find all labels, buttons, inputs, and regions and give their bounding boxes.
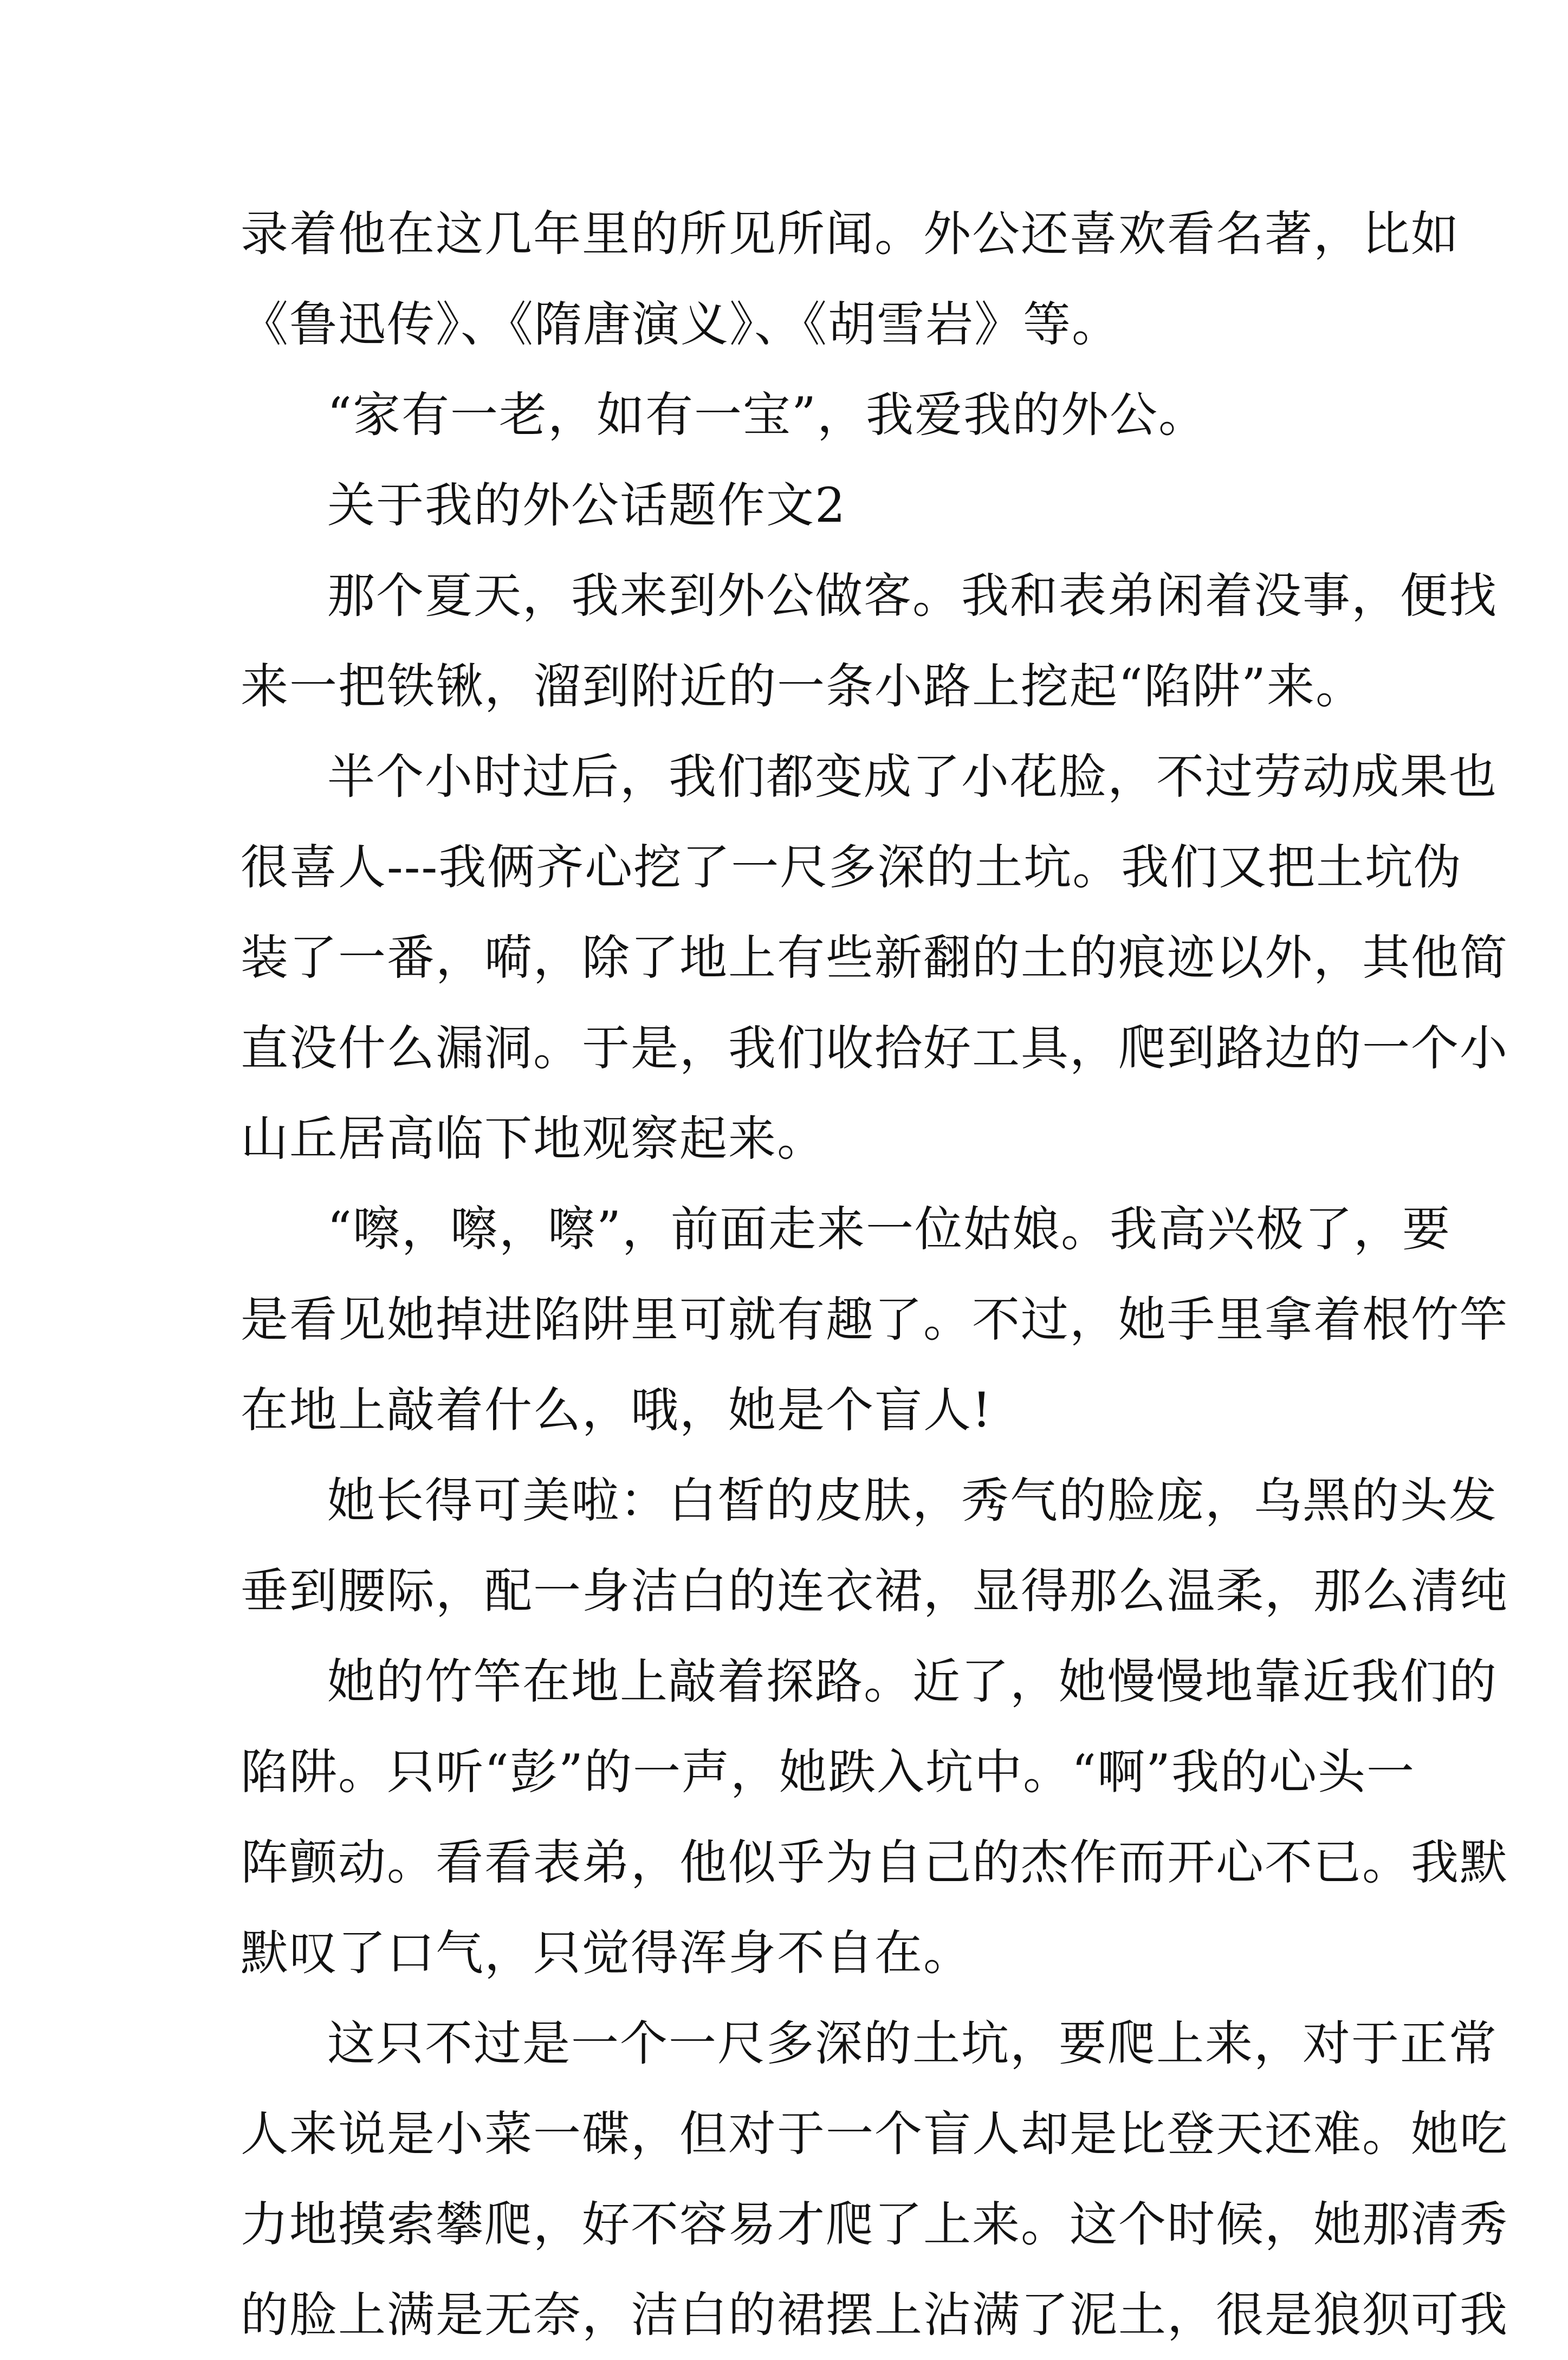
text-line: 《鲁迅传》、《隋唐演义》、《胡雪岩》等。 [241, 296, 1121, 352]
text-line: 很喜人---我俩齐心挖了一尺多深的土坑。我们又把土坑伪 [241, 839, 1463, 895]
text-line: 的脸上满是无奈，洁白的裙摆上沾满了泥土，很是狼狈可我 [241, 2287, 1509, 2343]
text-line: 垂到腰际，配一身洁白的连衣裙，显得那么温柔，那么清纯 [241, 1563, 1509, 1619]
text-line: 她长得可美啦：白皙的皮肤，秀气的脸庞，乌黑的头发 [327, 1473, 1498, 1528]
text-line: 山丘居高临下地观察起来。 [241, 1111, 826, 1166]
text-line: “嚓，嚓，嚓”，前面走来一位姑娘。我高兴极了，要 [327, 1201, 1451, 1257]
text-line: 半个小时过后，我们都变成了小花脸，不过劳动成果也 [327, 749, 1498, 805]
essay-body [241, 189, 1509, 2360]
text-line: 那个夏天，我来到外公做客。我和表弟闲着没事，便找 [327, 568, 1498, 624]
text-line: 是看见她掉进陷阱里可就有趣了。不过，她手里拿着根竹竿 [241, 1292, 1509, 1347]
text-line: 装了一番，嗬，除了地上有些新翻的土的痕迹以外，其他简 [241, 930, 1509, 986]
text-line: 这只不过是一个一尺多深的土坑，要爬上来，对于正常 [327, 2015, 1498, 2071]
essay-heading: 关于我的外公话题作文2 [327, 477, 846, 533]
text-line: 她的竹竿在地上敲着探路。近了，她慢慢地靠近我们的 [327, 1654, 1498, 1709]
text-line: 阵颤动。看看表弟，他似乎为自己的杰作而开心不已。我默 [241, 1834, 1509, 1890]
text-line: 力地摸索攀爬，好不容易才爬了上来。这个时候，她那清秀 [241, 2196, 1509, 2252]
text-line: 直没什么漏洞。于是，我们收拾好工具，爬到路边的一个小 [241, 1020, 1509, 1076]
text-line: 来一把铁锹，溜到附近的一条小路上挖起“陷阱”来。 [241, 658, 1364, 714]
text-line: 在地上敲着什么，哦，她是个盲人! [241, 1382, 993, 1438]
text-line: 人来说是小菜一碟，但对于一个盲人却是比登天还难。她吃 [241, 2106, 1509, 2162]
text-line: “家有一老，如有一宝”，我爱我的外公。 [327, 387, 1207, 443]
text-line: 陷阱。只听“彭”的一声，她跌入坑中。“啊”我的心头一 [241, 1744, 1415, 1800]
text-line: 录着他在这几年里的所见所闻。外公还喜欢看名著，比如 [241, 206, 1460, 262]
text-line: 默叹了口气，只觉得浑身不自在。 [241, 1925, 973, 1981]
